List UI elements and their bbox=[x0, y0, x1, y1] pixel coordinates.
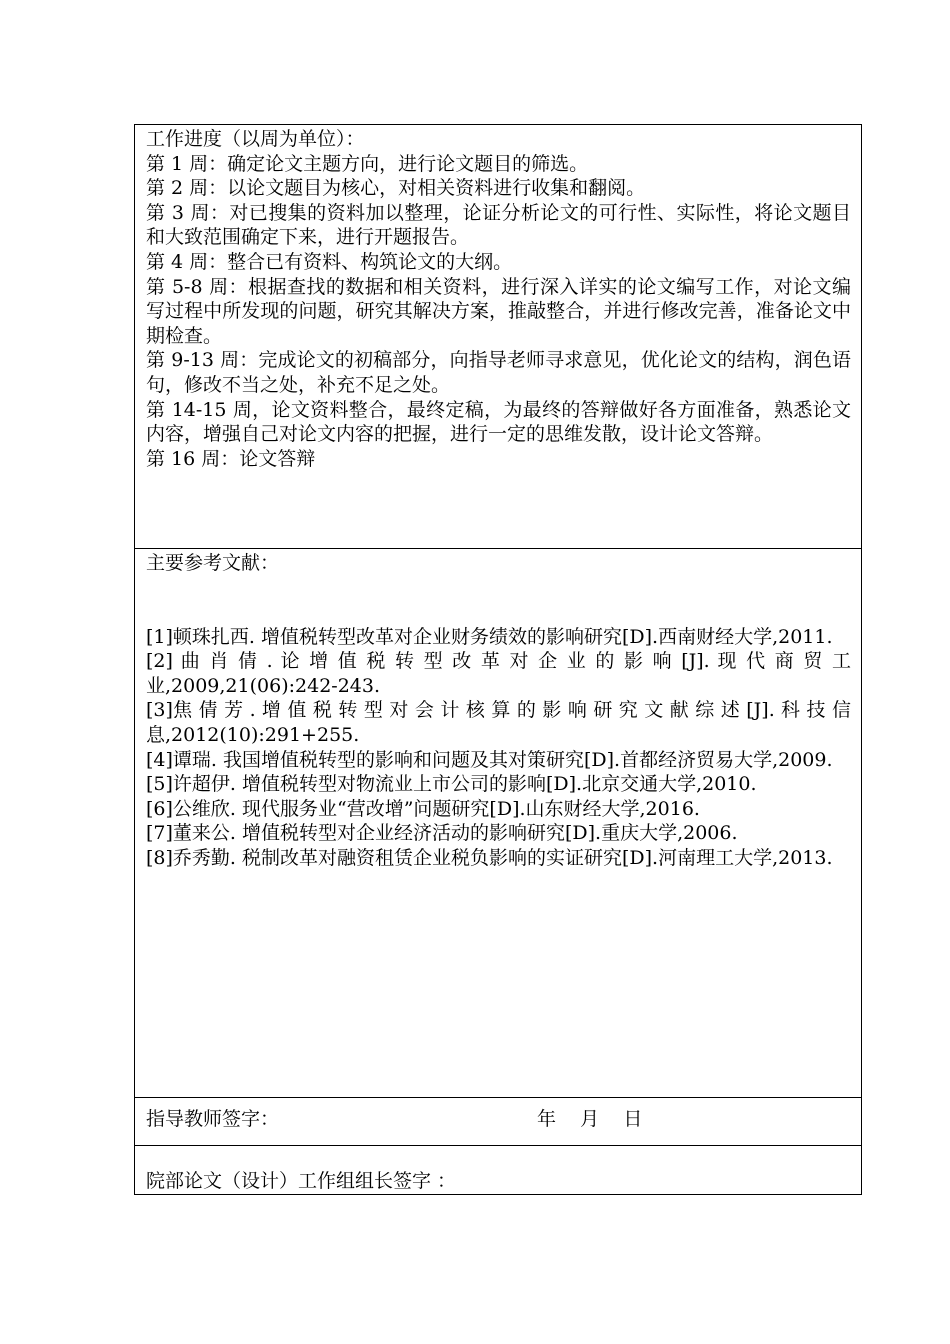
department-head-signature-cell bbox=[135, 1169, 861, 1195]
work-progress-heading: 工作进度（以周为单位）： bbox=[146, 128, 365, 150]
week-9-13-item: 第 9-13 周：完成论文的初稿部分，向指导老师寻求意见，优化论文的结构，润色语句，修改不当之处，补充不足之处。 bbox=[146, 349, 851, 396]
advisor-signature-cell bbox=[135, 1107, 861, 1147]
reference-item: [5]许超伊. 增值税转型对物流业上市公司的影响[D].北京交通大学,2010. bbox=[146, 773, 757, 796]
week-1-item: 第 1 周：确定论文主题方向，进行论文题目的筛选。 bbox=[146, 152, 589, 175]
row-divider bbox=[135, 1097, 861, 1098]
reference-item: [4]谭瑞. 我国增值税转型的影响和问题及其对策研究[D].首都经济贸易大学,2009. bbox=[146, 748, 833, 771]
row-divider bbox=[135, 548, 861, 549]
references-spacer bbox=[146, 576, 851, 625]
reference-item: [8]乔秀勤. 税制改革对融资租赁企业税负影响的实证研究[D].河南理工大学,2013. bbox=[146, 846, 833, 869]
reference-item: [3]焦 倩 芳 . 增 值 税 转 型 对 会 计 核 算 的 影 响 研 究 文 献 综 述 [J]. 科 技 信 息,2012(10):291+255. bbox=[146, 699, 858, 746]
references-heading: 主要参考文献： bbox=[146, 552, 280, 574]
references-cell bbox=[135, 551, 861, 1096]
report-form-table bbox=[134, 124, 862, 1195]
week-2-item: 第 2 周：以论文题目为核心，对相关资料进行收集和翻阅。 bbox=[146, 177, 646, 200]
signature-date: 年 月 日 bbox=[537, 1108, 643, 1130]
reference-item: [7]董来公. 增值税转型对企业经济活动的影响研究[D].重庆大学,2006. bbox=[146, 822, 738, 845]
week-4-item: 第 4 周：整合已有资料、构筑论文的大纲。 bbox=[146, 250, 513, 273]
week-16-item: 第 16 周：论文答辩 bbox=[146, 447, 316, 470]
week-3-item: 第 3 周：对已搜集的资料加以整理，论证分析论文的可行性、实际性，将论文题目和大致范围确定下来，进行开题报告。 bbox=[146, 201, 851, 249]
department-head-signature-label: 院部论文（设计）工作组组长签字 ： bbox=[146, 1170, 457, 1192]
week-14-15-item: 第 14-15 周，论文资料整合，最终定稿，为最终的答辩做好各方面准备，熟悉论文内容，增强自己对论文内容的把握，进行一定的思维发散，设计论文答辩。 bbox=[146, 398, 851, 446]
reference-item: [6]公维欣. 现代服务业“营改增”问题研究[D].山东财经大学,2016. bbox=[146, 797, 700, 820]
reference-item: [2] 曲 肖 倩 . 论 增 值 税 转 型 改 革 对 企 业 的 影 响 [J]. 现 代 商 贸 工 业,2009,21(06):242-243. bbox=[146, 650, 858, 697]
reference-item: [1]顿珠扎西. 增值税转型改革对企业财务绩效的影响研究[D].西南财经大学,2011. bbox=[146, 625, 833, 648]
work-progress-cell bbox=[135, 127, 861, 547]
row-divider bbox=[135, 1145, 861, 1146]
week-5-8-item: 第 5-8 周：根据查找的数据和相关资料，进行深入详实的论文编写工作，对论文编写过程中所发现的问题，研究其解决方案，推敲整合，并进行修改完善，准备论文中期检查。 bbox=[146, 275, 851, 347]
advisor-signature-label: 指导教师签字： bbox=[146, 1108, 280, 1130]
